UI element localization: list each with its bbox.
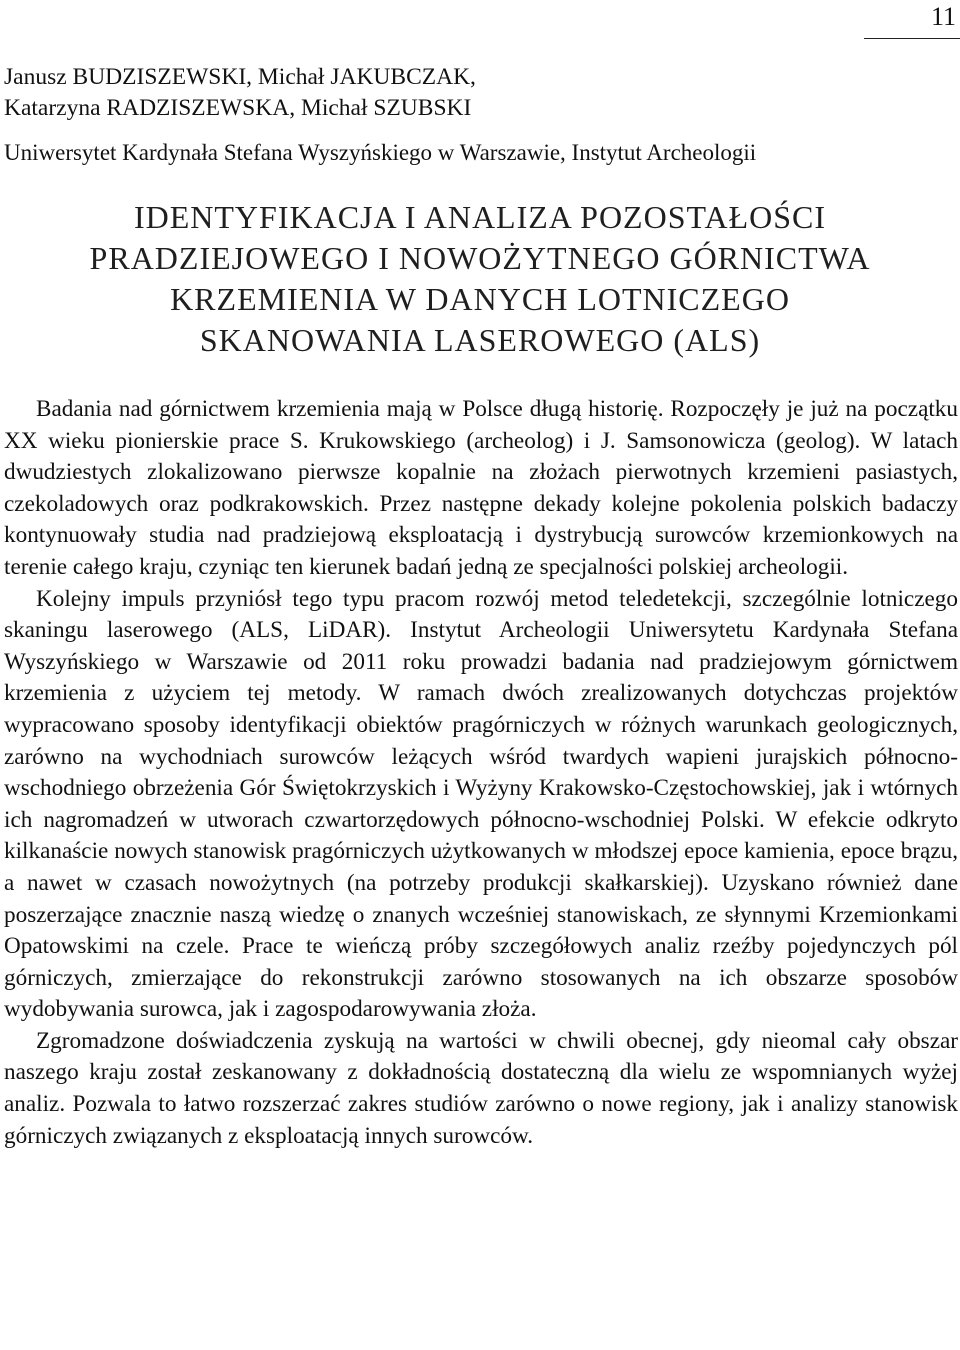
title-line: SKANOWANIA LASEROWEGO (ALS) [199,322,761,358]
title-line: IDENTYFIKACJA I ANALIZA POZOSTAŁOŚCI [133,199,827,235]
title-line: KRZEMIENIA W DANYCH LOTNICZEGO [170,281,790,317]
abstract-body [4,394,958,1152]
page-number: 11 [930,2,956,31]
running-head [0,0,960,40]
author-line: Katarzyna RADZISZEWSKA, Michał SZUBSKI [4,95,472,121]
author-line: Janusz BUDZISZEWSKI, Michał JAKUBCZAK, [4,64,476,90]
affiliation: Uniwersytet Kardynała Stefana Wyszyńskiego w Warszawie, Instytut Archeologii [4,140,757,165]
author-list [4,62,476,124]
abstract-paragraph: Kolejny impuls przyniósł tego typu pracom rozwój metod teledetekcji, szczególnie lotniczego skaningu laserowego (ALS, LiDAR). Instytut Archeologii Uniwersytetu Kardynała Stefana Wyszyńskiego w Warszawie od 2011 roku prowadzi badania nad pradziejowym górnictwem krzemienia z użyciem tej metody. W ramach dwóch zrealizowanych dotychczas projektów wypracowano sposoby identyfikacji obiektów pragórniczych w różnych warunkach geologicznych, zarówno na wychodniach surowców leżących wśród twardych wapieni jurajskich północno-wschodniego obrzeżenia Gór Świętokrzyskich i Wyżyny Krakowsko-Częstochowskiej, jak i wtórnych ich nagromadzeń w utworach czwartorzędowych północno-wschodniej Polski. W efekcie odkryto kilkanaście nowych stanowisk pragórniczych użytkowanych w młodszej epoce kamienia, epoce brązu, a nawet w czasach nowożytnych (na potrzeby produkcji skałkarskiej). Uzyskano również dane poszerzające znacznie naszą wiedzę o znanych wcześniej stanowiskach, ze słynnymi Krzemionkami Opatowskimi na czele. Prace te wieńczą próby szczegółowych analiz rzeźby pojedynczych pól górniczych, zmierzające do rekonstrukcji zarówno stosowanych na ich obszarze sposobów wydobywania surowca, jak i zagospodarowywania złoża. [4,585,958,1023]
header-rule [864,38,960,39]
abstract-paragraph: Badania nad górnictwem krzemienia mają w Polsce długą historię. Rozpoczęły je już na początku XX wieku pionierskie prace S. Krukowskiego (archeolog) i J. Samsonowicza (geolog). W latach dwudziestych zlokalizowano pierwsze kopalnie na złożach pierwotnych krzemieni pasiastych, czekoladowych oraz podkrakowskich. Przez następne dekady kolejne pokolenia polskich badaczy kontynuowały studia nad pradziejową eksploatacją i dystrybucją surowców krzemionkowych na terenie całego kraju, czyniąc ten kierunek badań jedną ze specjalności polskiej archeologii. [4,396,958,580]
abstract-paragraph: Zgromadzone doświadczenia zyskują na wartości w chwili obecnej, gdy nieomal cały obszar naszego kraju został zeskanowany z dokładnością dostateczną dla wielu ze wspomnianych wyżej analiz. Pozwala to łatwo rozszerzać zakres studiów zarówno o nowe regiony, jak i analizy stanowisk górniczych związanych z eksploatacją innych surowców. [4,1027,958,1149]
article-title [0,197,960,361]
title-line: PRADZIEJOWEGO I NOWOŻYTNEGO GÓRNICTWA [89,240,871,276]
